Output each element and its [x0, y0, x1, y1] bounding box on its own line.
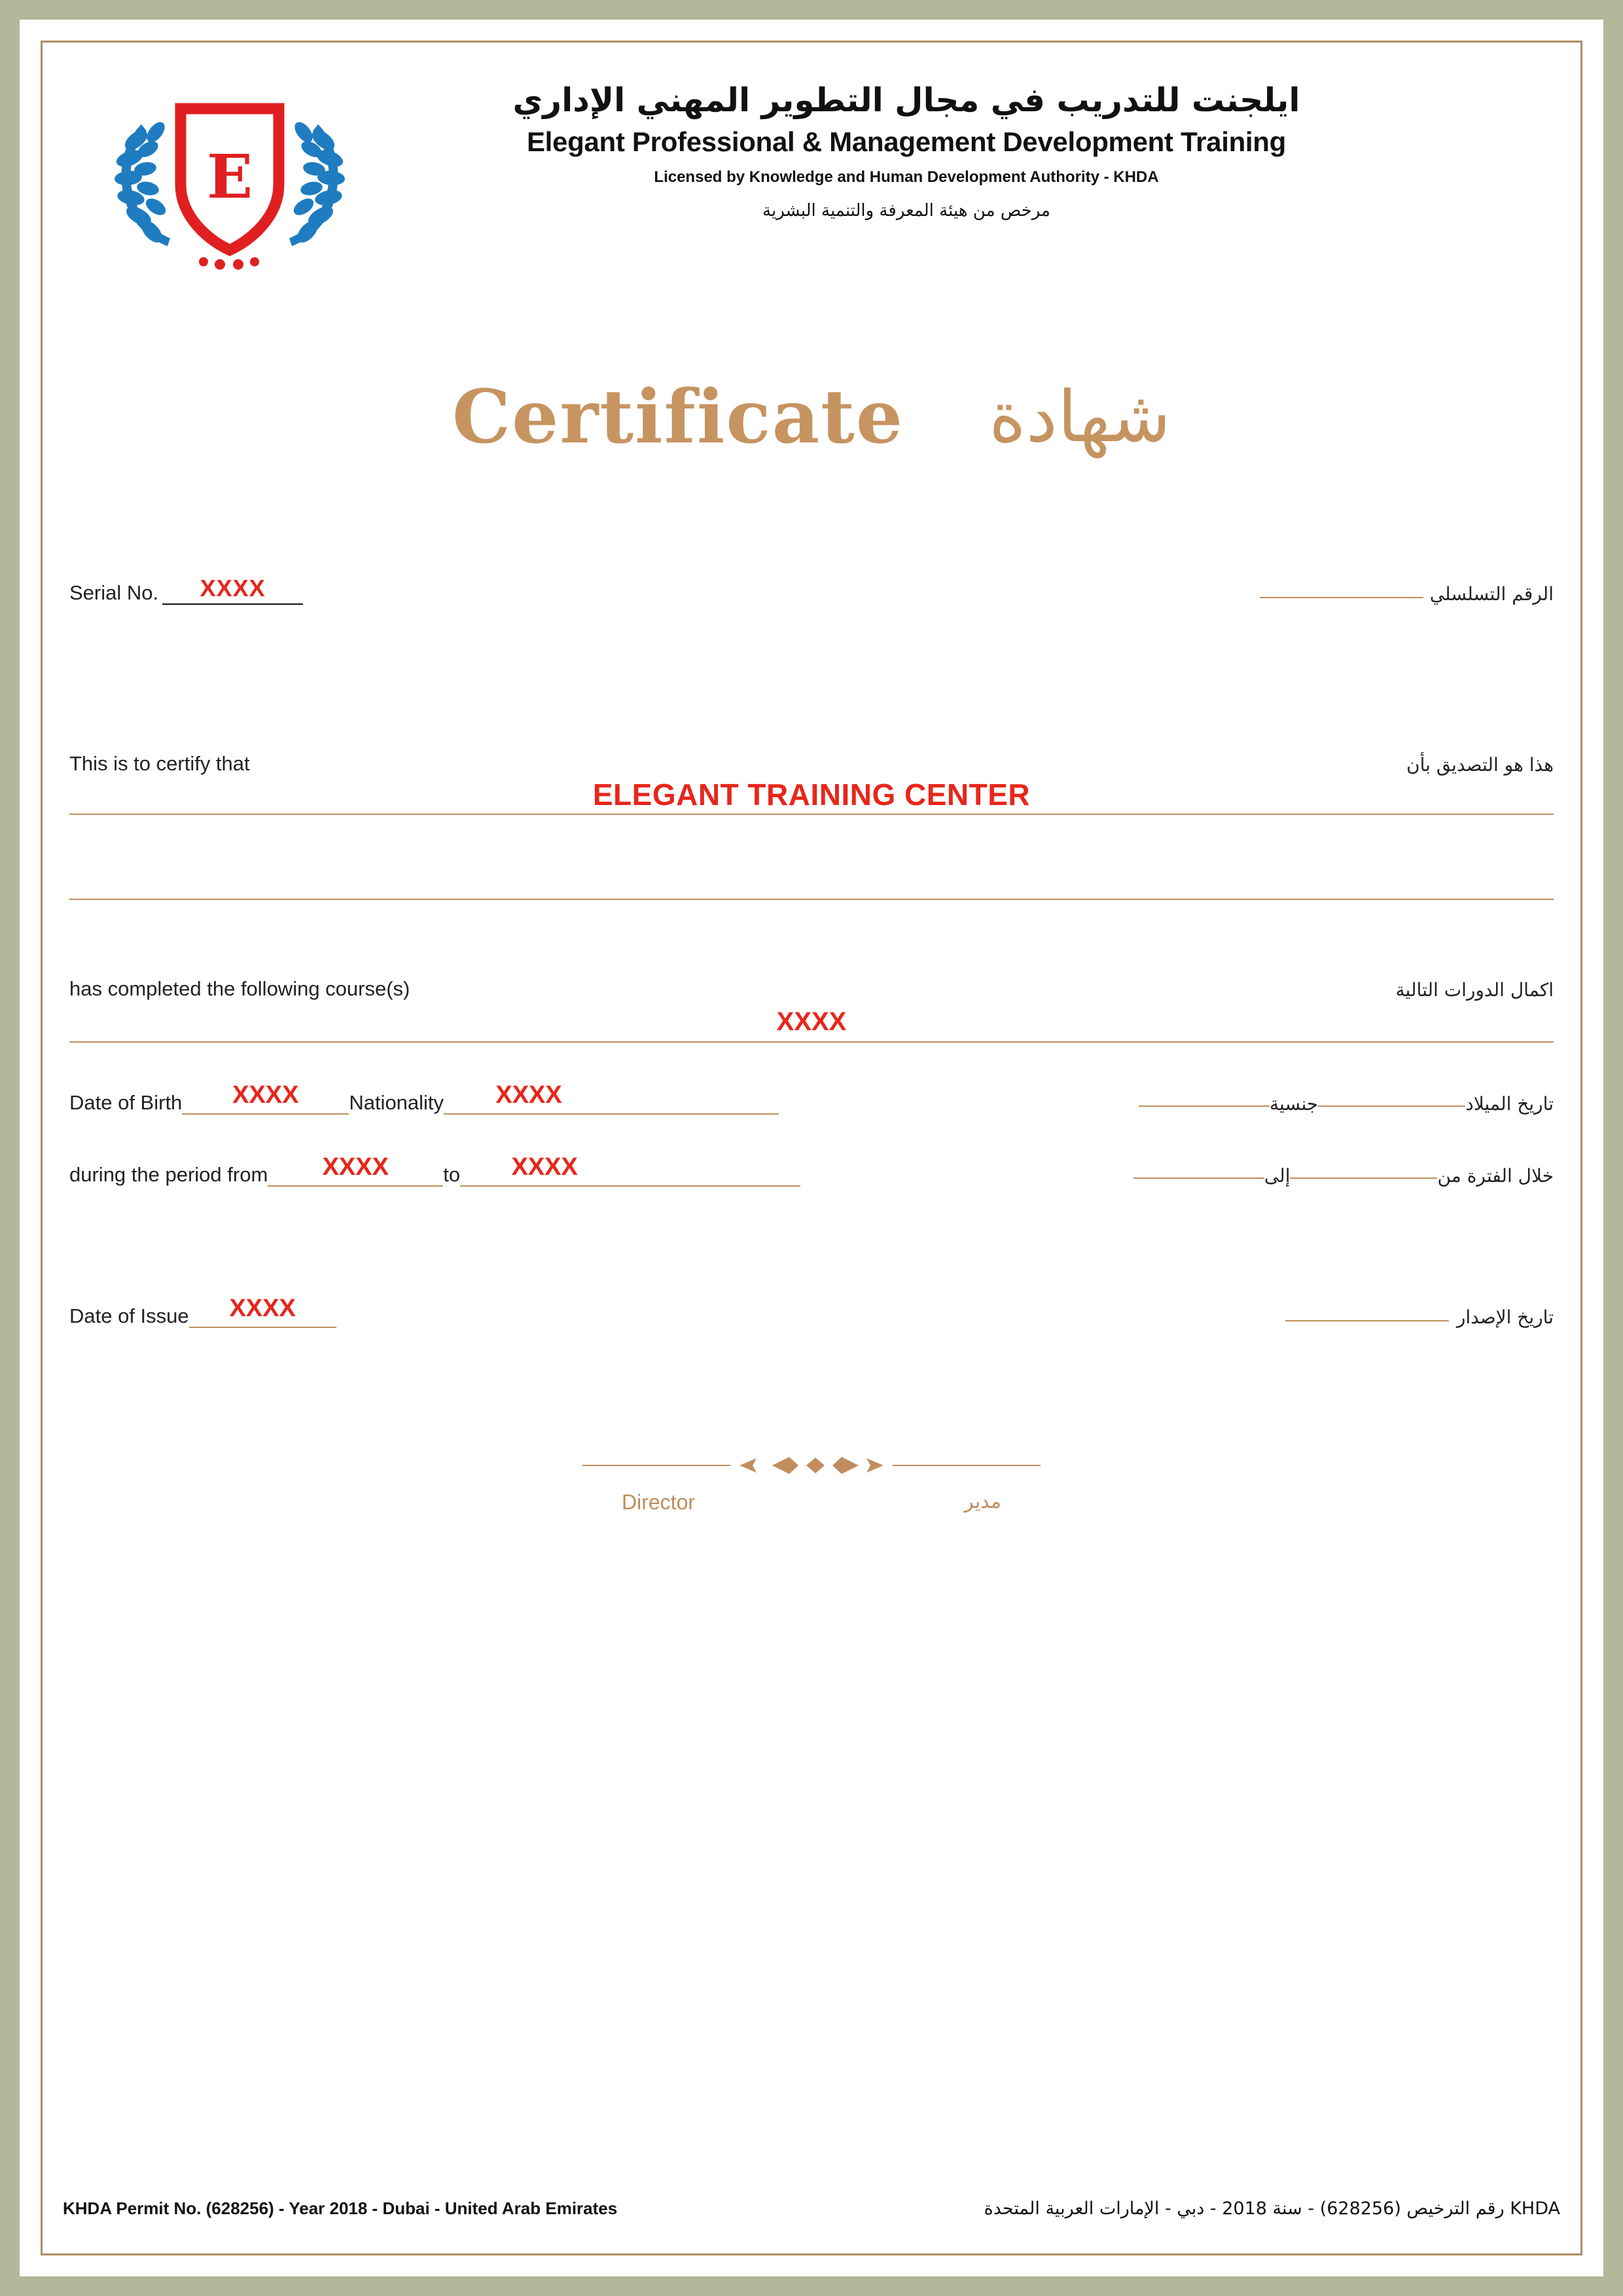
- license-line-english: Licensed by Knowledge and Human Development Authority - KHDA: [654, 168, 1159, 186]
- organization-logo: [89, 80, 370, 276]
- recipient-name-value[interactable]: ELEGANT TRAINING CENTER: [592, 778, 1031, 812]
- dob-nationality-row: [63, 1081, 1560, 1115]
- period-row-tail-rule: [629, 1157, 800, 1187]
- signature-ornament: [582, 1452, 1041, 1479]
- course-value[interactable]: XXXX: [776, 1007, 847, 1036]
- signature-block: [63, 1452, 1560, 1515]
- nationality-label-arabic: جنسية: [1270, 1093, 1319, 1115]
- shield-laurel-icon: [102, 86, 357, 276]
- org-name-english: Elegant Professional & Management Development Training: [526, 126, 1287, 157]
- nationality-rule-arabic: [1139, 1105, 1270, 1107]
- dob-row-arabic: [1139, 1093, 1554, 1115]
- certificate-title-english: Certificate: [452, 374, 904, 460]
- nationality-label-english: Nationality: [349, 1091, 444, 1114]
- signature-inner: [582, 1452, 1041, 1515]
- recipient-name-line: [63, 778, 1560, 815]
- certify-row: [63, 752, 1560, 776]
- serial-label-arabic: الرقم التسلسلي: [1429, 583, 1554, 605]
- dob-label-english: Date of Birth: [69, 1091, 183, 1114]
- period-to-field[interactable]: [460, 1153, 629, 1187]
- serial-right: [1260, 583, 1554, 605]
- course-label-arabic: اكمال الدورات التالية: [1395, 979, 1554, 1001]
- certificate-title: [63, 374, 1560, 460]
- issue-label-english: Date of Issue: [69, 1304, 189, 1327]
- period-label-arabic: خلال الفترة من: [1437, 1165, 1554, 1187]
- dob-rule-arabic: [1318, 1105, 1465, 1107]
- period-to-label-english: to: [443, 1163, 461, 1186]
- recipient-name-rule-second: [69, 899, 1554, 900]
- recipient-name-rule: [69, 814, 1554, 815]
- period-rule-arabic: [1290, 1177, 1437, 1179]
- period-from-value: XXXX: [322, 1153, 389, 1181]
- footer-arabic: KHDA رقم الترخيص (628256) - سنة 2018 - دبي - الإمارات العربية المتحدة: [984, 2198, 1560, 2219]
- footer-english: KHDA Permit No. (628256) - Year 2018 - Dubai - United Arab Emirates: [63, 2198, 618, 2218]
- course-value-line: [63, 1007, 1560, 1043]
- signature-line-left: [582, 1465, 730, 1466]
- period-row-arabic: [1133, 1165, 1554, 1187]
- certify-label-arabic: هذا هو التصديق بأن: [1406, 754, 1554, 776]
- nationality-field[interactable]: [444, 1081, 614, 1115]
- organization-titles: [370, 80, 1560, 221]
- serial-row: [63, 575, 1560, 605]
- course-row: [63, 977, 1560, 1001]
- diamond-ornament-icon: [733, 1452, 890, 1479]
- issue-value: XXXX: [229, 1295, 296, 1322]
- period-to-rule-arabic: [1133, 1177, 1264, 1179]
- issue-row: [63, 1295, 1560, 1328]
- period-from-field[interactable]: [268, 1153, 443, 1187]
- serial-rule-arabic: [1260, 597, 1423, 598]
- certificate-footer: [63, 2198, 1560, 2219]
- certificate-header: [63, 41, 1560, 276]
- certify-label-english: This is to certify that: [69, 752, 250, 775]
- serial-label-english: Serial No.: [69, 581, 159, 604]
- dob-row-tail-rule: [614, 1085, 779, 1115]
- serial-value[interactable]: XXXX: [162, 575, 303, 605]
- course-label-english: has completed the following course(s): [69, 977, 410, 1000]
- period-to-value: XXXX: [511, 1153, 578, 1181]
- period-row: [63, 1153, 1560, 1187]
- director-label-arabic: مدير: [964, 1490, 1001, 1513]
- logo-letter: E: [206, 141, 253, 212]
- certificate-content: [41, 41, 1582, 2255]
- issue-rule-arabic: [1285, 1320, 1449, 1321]
- license-line-arabic: مرخص من هيئة المعرفة والتنمية البشرية: [762, 200, 1050, 221]
- dob-value: XXXX: [232, 1081, 299, 1109]
- director-label-english: Director: [622, 1490, 696, 1514]
- signature-line-right: [893, 1465, 1041, 1466]
- issue-right: [1285, 1306, 1554, 1328]
- certificate-title-arabic: شهادة: [989, 376, 1171, 458]
- org-name-arabic: ايلجنت للتدريب في مجال التطوير المهني الإداري: [512, 81, 1300, 119]
- dob-field[interactable]: [182, 1081, 349, 1115]
- serial-left: [69, 575, 303, 605]
- issue-label-arabic: تاريخ الإصدار: [1456, 1306, 1554, 1328]
- nationality-value: XXXX: [495, 1081, 562, 1109]
- signature-labels: [582, 1490, 1041, 1515]
- period-to-label-arabic: إلى: [1264, 1165, 1291, 1187]
- dob-label-arabic: تاريخ الميلاد: [1465, 1093, 1554, 1115]
- issue-field[interactable]: [189, 1295, 336, 1328]
- period-label-english: during the period from: [69, 1163, 268, 1186]
- course-rule: [69, 1041, 1554, 1043]
